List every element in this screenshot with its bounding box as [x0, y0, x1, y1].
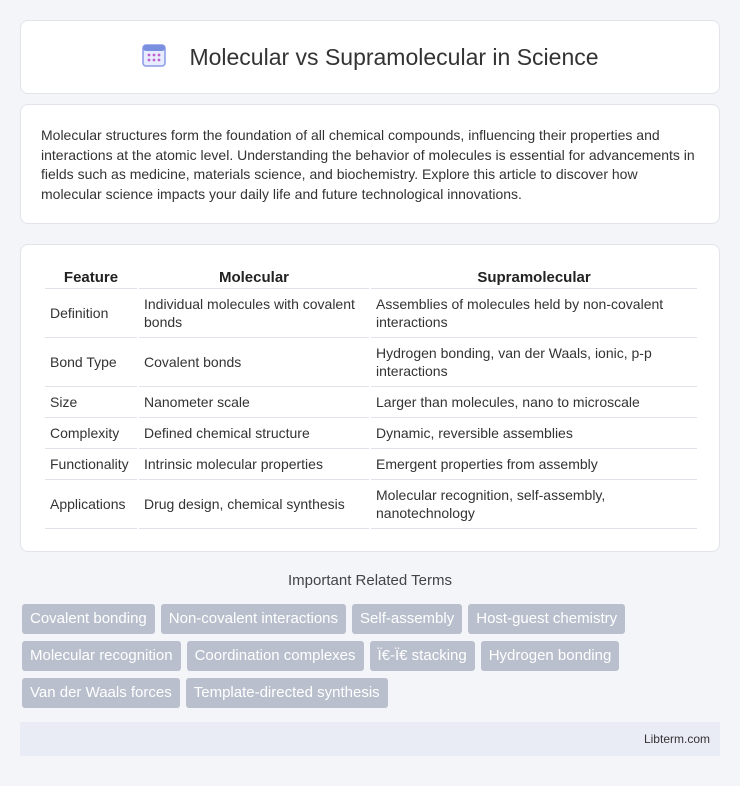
table-cell: Dynamic, reversible assemblies [371, 418, 697, 449]
footer [20, 722, 720, 756]
tag-pi-pi-stacking[interactable]: Ï€-Ï€ stacking [370, 641, 475, 671]
tag-non-covalent-interactions[interactable]: Non-covalent interactions [161, 604, 346, 634]
table-cell: Definition [45, 289, 137, 338]
comparison-table [43, 265, 699, 529]
table-row [45, 289, 697, 338]
table-cell: Size [45, 387, 137, 418]
column-header-feature: Feature [45, 265, 137, 289]
table-cell: Intrinsic molecular properties [139, 449, 369, 480]
calendar-icon [141, 42, 167, 73]
table-cell: Molecular recognition, self-assembly, nanotechnology [371, 480, 697, 529]
tag-self-assembly[interactable]: Self-assembly [352, 604, 462, 634]
tag-host-guest-chemistry[interactable]: Host-guest chemistry [468, 604, 625, 634]
table-header-row [45, 265, 697, 289]
header-card [20, 20, 720, 94]
related-terms-list [22, 604, 722, 708]
table-row [45, 480, 697, 529]
tag-hydrogen-bonding[interactable]: Hydrogen bonding [481, 641, 620, 671]
intro-text: Molecular structures form the foundation of all chemical compounds, influencing their properties and interactions at the atomic level. Understanding the behavior of molecules is essential for advancements in fields such as medicine, materials science, and biochemistry. Explore this article to discover how molecular science impacts your daily life and future technological innovations. [41, 127, 695, 202]
table-row [45, 418, 697, 449]
table-cell: Drug design, chemical synthesis [139, 480, 369, 529]
intro-card [20, 104, 720, 224]
tag-van-der-waals-forces[interactable]: Van der Waals forces [22, 678, 180, 708]
table-row [45, 338, 697, 387]
table-cell: Covalent bonds [139, 338, 369, 387]
table-cell: Bond Type [45, 338, 137, 387]
footer-site-link[interactable]: Libterm.com [643, 732, 710, 746]
table-cell: Larger than molecules, nano to microscale [371, 387, 697, 418]
table-row [45, 387, 697, 418]
tag-coordination-complexes[interactable]: Coordination complexes [187, 641, 364, 671]
table-cell: Individual molecules with covalent bonds [139, 289, 369, 338]
table-cell: Defined chemical structure [139, 418, 369, 449]
table-row [45, 449, 697, 480]
table-cell: Applications [45, 480, 137, 529]
table-cell: Complexity [45, 418, 137, 449]
table-cell: Functionality [45, 449, 137, 480]
tag-molecular-recognition[interactable]: Molecular recognition [22, 641, 181, 671]
table-cell: Assemblies of molecules held by non-covalent interactions [371, 289, 697, 338]
tag-covalent-bonding[interactable]: Covalent bonding [22, 604, 155, 634]
related-terms-heading: Important Related Terms [288, 572, 452, 589]
table-cell: Emergent properties from assembly [371, 449, 697, 480]
tag-template-directed-synthesis[interactable]: Template-directed synthesis [186, 678, 388, 708]
table-cell: Hydrogen bonding, van der Waals, ionic, p-p interactions [371, 338, 697, 387]
comparison-table-card [20, 244, 720, 552]
column-header-supramolecular: Supramolecular [371, 265, 697, 289]
column-header-molecular: Molecular [139, 265, 369, 289]
table-cell: Nanometer scale [139, 387, 369, 418]
page-title: Molecular vs Supramolecular in Science [189, 43, 599, 70]
